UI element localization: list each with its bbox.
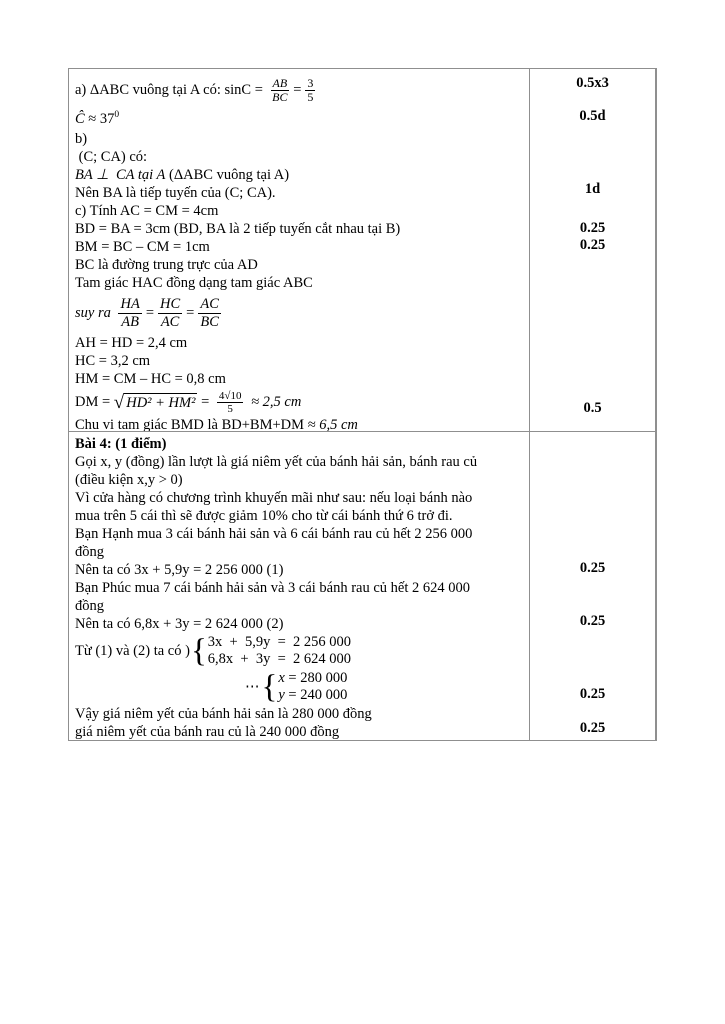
dm-radicand: HD² + HM² bbox=[126, 394, 196, 411]
suyra-prefix: suy ra bbox=[75, 305, 115, 321]
text-line: BM = BC – CM = 1cm bbox=[75, 239, 210, 255]
conclusion-lines bbox=[75, 705, 524, 740]
line-circle-cca: (C; CA) có: bbox=[75, 149, 148, 165]
mid-lines bbox=[75, 334, 524, 388]
text-line: Nên ta có 6,8x + 3y = 2 624 000 (2) bbox=[75, 616, 284, 632]
text-line: AH = HD = 2,4 cm bbox=[75, 335, 188, 351]
score-badge: 1d bbox=[584, 181, 601, 197]
fraction-ab-bc: $\frac{AB}{BC}$ bbox=[272, 75, 288, 104]
text-line: BD = BA = 3cm (BD, BA là 2 tiếp tuyến cắt nhau tại B) bbox=[75, 221, 401, 237]
text-line: đồng bbox=[75, 598, 104, 614]
perimeter-text: Chu vi tam giác BMD là BD+BM+DM bbox=[75, 417, 308, 431]
line-dm bbox=[75, 388, 524, 416]
angle-c-value: ≈ 37 bbox=[84, 111, 115, 127]
system2-equations bbox=[278, 670, 347, 704]
score-badge: 0.25 bbox=[579, 237, 606, 253]
text-line: BC là đường trung trực của AD bbox=[75, 257, 258, 273]
system-equations-1 bbox=[75, 633, 524, 669]
fraction-ha-ab: $\frac{HA}{AB}$ bbox=[120, 295, 140, 330]
system1-equations bbox=[208, 634, 351, 668]
dm-eq: = bbox=[197, 394, 213, 410]
part-c-lines bbox=[75, 202, 524, 292]
text-line: Nên ta có 3x + 5,9y = 2 256 000 (1) bbox=[75, 562, 284, 578]
fraction-hc-ac: $\frac{HC}{AC}$ bbox=[160, 295, 181, 330]
system1-eq1: 3x + 5,9y = 2 256 000 bbox=[207, 634, 352, 650]
ba-perp-math: BA ⊥ CA tại A bbox=[75, 167, 166, 183]
bai3-solution-cell bbox=[69, 69, 530, 431]
text-line: Vậy giá niêm yết của bánh hải sản là 280 000 đồng bbox=[75, 706, 372, 722]
text-line: HM = CM – HC = 0,8 cm bbox=[75, 371, 226, 387]
brace-icon: { bbox=[261, 669, 278, 705]
system2-eq2: y = 240 000 bbox=[278, 687, 348, 703]
ratio-eq1: = bbox=[145, 305, 155, 321]
score-badge: 0.25 bbox=[579, 613, 606, 629]
sinc-eq1: = bbox=[251, 82, 267, 98]
line-similar-ratios bbox=[75, 292, 524, 334]
perimeter-approx: ≈ 6,5 cm bbox=[307, 417, 358, 431]
sinc-prefix: a) ΔABC vuông tại A có: bbox=[75, 82, 225, 98]
line-perimeter bbox=[75, 416, 524, 431]
text-line: Tam giác HAC đồng dạng tam giác ABC bbox=[75, 275, 313, 291]
text-line: Gọi x, y (đồng) lần lượt là giá niêm yết của bánh hải sản, bánh rau củ bbox=[75, 454, 478, 470]
line-sinc bbox=[75, 72, 524, 108]
angle-c-var: Ĉ bbox=[75, 111, 85, 127]
fraction-3-5: $\frac{3}{5}$ bbox=[307, 75, 314, 104]
score-badge: 0.5 bbox=[583, 400, 602, 416]
line-b-label: b) bbox=[75, 131, 88, 147]
bai4-solution-cell bbox=[69, 432, 530, 740]
text-line: Bạn Phúc mua 7 cái bánh hải sản và 3 cái bánh rau củ hết 2 624 000 bbox=[75, 580, 471, 596]
system-equations-2 bbox=[75, 669, 524, 705]
score-badge: 0.5x3 bbox=[576, 75, 609, 91]
ratio-eq2: = bbox=[186, 305, 195, 321]
text-line: Bạn Hạnh mua 3 cái bánh hải sản và 6 cái bánh rau củ hết 2 256 000 bbox=[75, 526, 473, 542]
dm-approx: ≈ 2,5 cm bbox=[247, 394, 302, 410]
brace-icon: { bbox=[190, 633, 207, 669]
line-angle-c bbox=[75, 108, 524, 130]
system2-prefix: ⋯ bbox=[245, 679, 261, 695]
score-badge: 0.25 bbox=[579, 560, 606, 576]
bai4-row bbox=[69, 431, 655, 740]
text-line: c) Tính AC = CM = 4cm bbox=[75, 203, 219, 219]
bai3-row bbox=[69, 69, 655, 431]
degree-sup: 0 bbox=[114, 110, 120, 121]
dm-prefix: DM = bbox=[75, 394, 114, 410]
score-badge: 0.25 bbox=[579, 720, 606, 736]
score-badge: 0.25 bbox=[579, 220, 606, 236]
fraction-ac-bc: $\frac{AC}{BC}$ bbox=[200, 295, 219, 330]
text-line: HC = 3,2 cm bbox=[75, 353, 151, 369]
bai3-score-cell bbox=[530, 69, 655, 431]
answer-table bbox=[68, 68, 657, 741]
bai4-score-cell bbox=[530, 432, 655, 740]
line-tangent: Nên BA là tiếp tuyến của (C; CA). bbox=[75, 185, 276, 201]
bai4-lines bbox=[75, 453, 524, 633]
system1-eq2: 6,8x + 3y = 2 624 000 bbox=[207, 651, 352, 667]
bai4-heading: Bài 4: (1 điểm) bbox=[75, 436, 167, 452]
sinc-eq2: = bbox=[293, 82, 302, 98]
ba-perp-note: (ΔABC vuông tại A) bbox=[165, 167, 290, 183]
system2-eq1: x = 280 000 bbox=[278, 670, 348, 686]
score-badge: 0.25 bbox=[579, 686, 606, 702]
text-line: Vì cửa hàng có chương trình khuyến mãi như sau: nếu loại bánh nào bbox=[75, 490, 473, 506]
score-badge: 0.5d bbox=[579, 108, 606, 124]
text-line: mua trên 5 cái thì sẽ được giảm 10% cho từ cái bánh thứ 6 trở đi. bbox=[75, 508, 453, 524]
sqrt-icon: √ bbox=[113, 391, 125, 413]
text-line: (điều kiện x,y > 0) bbox=[75, 472, 183, 488]
line-ba-perp bbox=[75, 166, 524, 184]
sinc-term: sinC bbox=[224, 82, 252, 98]
system1-prefix: Từ (1) và (2) ta có ) bbox=[75, 643, 190, 659]
text-line: giá niêm yết của bánh rau củ là 240 000 đồng bbox=[75, 724, 340, 740]
text-line: đồng bbox=[75, 544, 104, 560]
fraction-4sqrt10-5: $\frac{4√10}{5}$ bbox=[218, 389, 242, 415]
